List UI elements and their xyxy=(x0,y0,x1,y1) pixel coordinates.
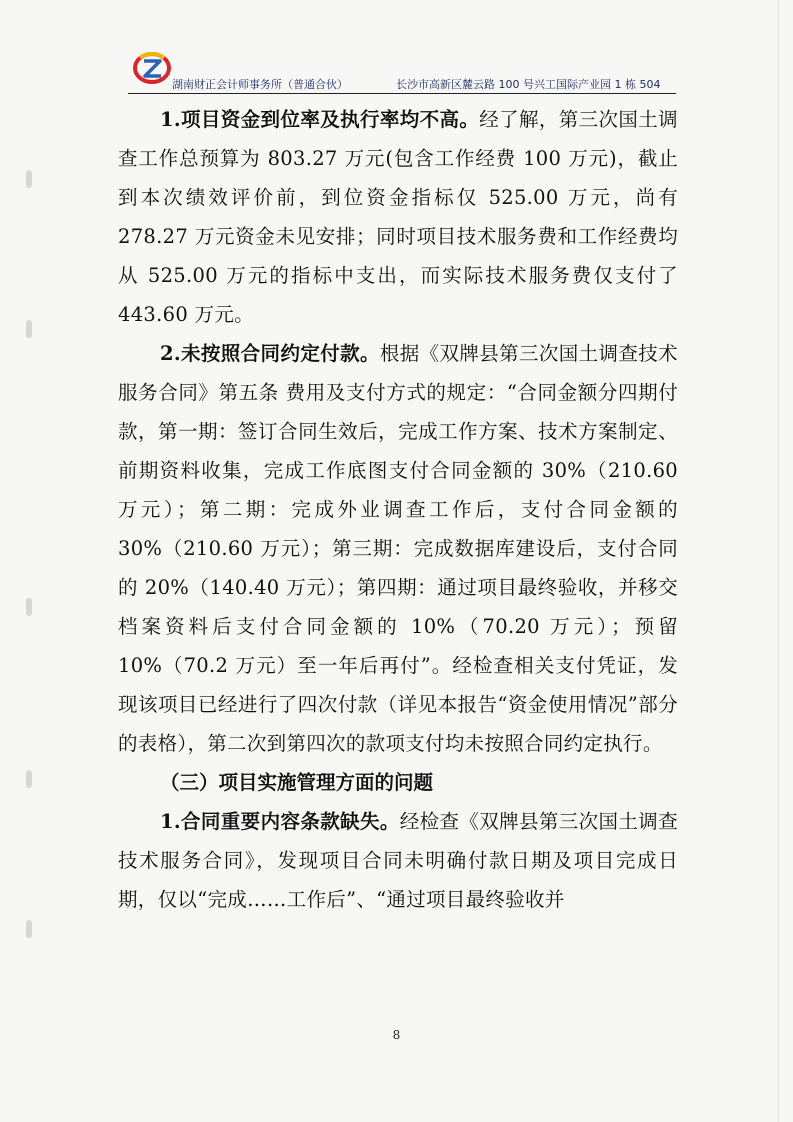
paragraph-heading: 1.合同重要内容条款缺失。 xyxy=(160,810,400,833)
letterhead xyxy=(128,46,676,96)
document-body xyxy=(118,100,678,919)
paragraph-text: 经了解，第三次国土调查工作总预算为 803.27 万元(包含工作经费 100 万元)，截止到本次绩效评价前，到位资金指标仅 525.00 万元，尚有 278.27 万元资金未见安排；同时项目技术服务费和工作经费均从 525.00 万元的指标中支出，而实际技术服务费仅支付了 443.60 万元。 xyxy=(118,108,678,326)
paragraph-payment xyxy=(118,334,678,763)
scan-edge xyxy=(778,0,779,1122)
firm-logo-icon xyxy=(132,50,172,86)
header-rule xyxy=(128,93,676,94)
page-number: 8 xyxy=(392,1028,401,1042)
paragraph-text: 根据《双牌县第三次国土调查技术服务合同》第五条 费用及支付方式的规定：“合同金额分四期付款，第一期：签订合同生效后，完成工作方案、技术方案制定、前期资料收集，完成工作底图支付合同金额的 30%（210.60 万元）；第二期：完成外业调查工作后，支付合同金额的 30%（210.60 万元）；第三期：完成数据库建设后，支付合同的 20%（140.40 万元）；第四期：通过项目最终验收，并移交档案资料后支付合同金额的 10%（70.20 万元）；预留 10%（70.2 万元）至一年后再付”。经检查相关支付凭证，发现该项目已经进行了四次付款（详见本报告“资金使用情况”部分的表格），第二次到第四次的款项支付均未按照合同约定执行。 xyxy=(118,342,678,755)
paragraph-contract xyxy=(118,802,678,919)
binding-hole xyxy=(26,770,32,788)
firm-address: 长沙市高新区麓云路 100 号兴工国际产业园 1 栋 504 xyxy=(396,78,661,91)
section-heading: （三）项目实施管理方面的问题 xyxy=(160,771,434,794)
paragraph-text: 经检查《双牌县第三次国土调查技术服务合同》，发现项目合同未明确付款日期及项目完成日期，仅以“完成……工作后”、“通过项目最终验收并 xyxy=(118,810,678,911)
binding-hole xyxy=(26,598,32,616)
paragraph-heading: 2.未按照合同约定付款。 xyxy=(160,342,380,365)
binding-hole xyxy=(26,170,32,188)
binding-hole xyxy=(26,920,32,938)
firm-name: 湖南财正会计师事务所（普通合伙） xyxy=(172,78,348,91)
binding-hole xyxy=(26,320,32,338)
paragraph-heading: 1.项目资金到位率及执行率均不高。 xyxy=(160,108,480,131)
paragraph-funding xyxy=(118,100,678,334)
